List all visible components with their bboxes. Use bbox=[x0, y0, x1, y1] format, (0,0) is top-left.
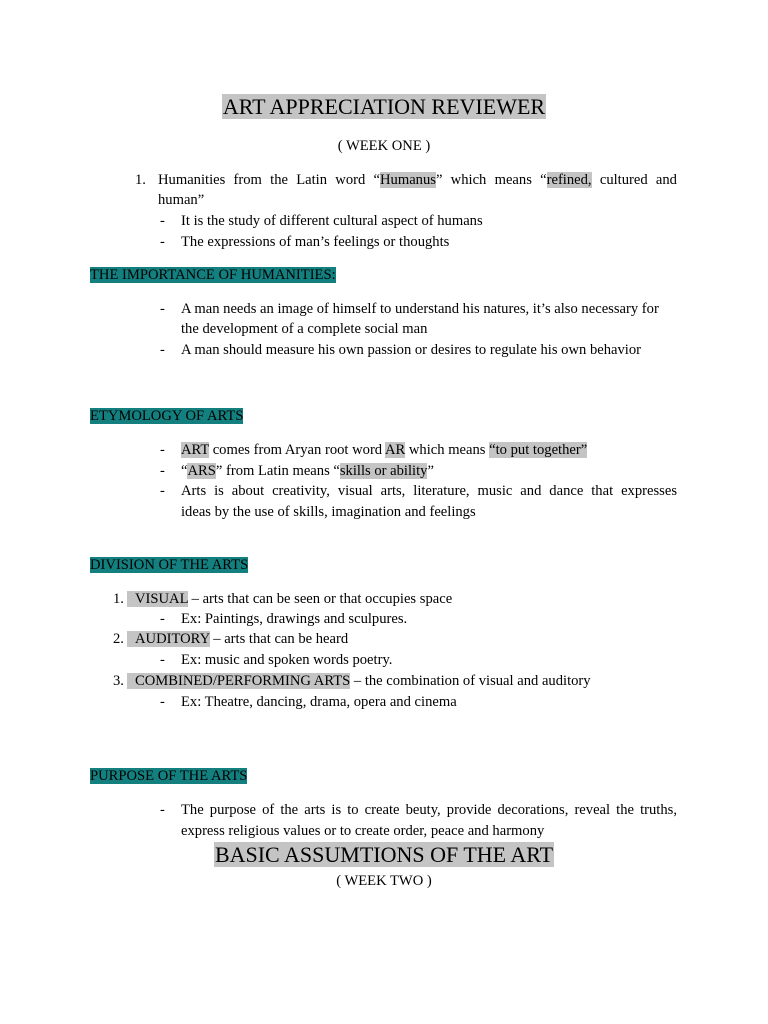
text-span: comes from Aryan root word bbox=[209, 442, 385, 458]
humanities-definition-line1 bbox=[158, 170, 677, 190]
heading-text: ETYMOLOGY OF ARTS bbox=[90, 408, 244, 424]
list-item: Ex: music and spoken words poetry. bbox=[181, 652, 393, 668]
list-item-continuation: ideas by the use of skills, imagination and feelings bbox=[181, 504, 476, 520]
text-span: cultured and bbox=[591, 172, 677, 188]
combined-highlight: COMBINED/PERFORMING ARTS bbox=[127, 673, 350, 689]
list-item: It is the study of different cultural aspect of humans bbox=[181, 213, 483, 229]
section-heading-division bbox=[90, 555, 248, 575]
week-one-label: ( WEEK ONE ) bbox=[337, 138, 431, 154]
bullet-dash: - bbox=[160, 342, 165, 358]
bullet-dash: - bbox=[160, 694, 165, 710]
document-title-text: ART APPRECIATION REVIEWER bbox=[222, 94, 546, 119]
text-span: Humanities from the Latin word “ bbox=[158, 172, 380, 188]
visual-highlight: VISUAL bbox=[127, 591, 188, 607]
art-highlight: ART bbox=[181, 442, 210, 458]
to-put-together-highlight: “to put together” bbox=[489, 442, 588, 458]
week-two-title-text: BASIC ASSUMTIONS OF THE ART bbox=[214, 842, 554, 867]
ar-highlight: AR bbox=[384, 442, 406, 458]
bullet-dash: - bbox=[160, 442, 165, 458]
bullet-dash: - bbox=[160, 483, 165, 499]
bullet-dash: - bbox=[160, 463, 165, 479]
list-item: A man needs an image of himself to understand his natures, it’s also necessary for bbox=[181, 301, 659, 317]
section-heading-purpose bbox=[90, 766, 247, 786]
list-item: Ex: Theatre, dancing, drama, opera and cinema bbox=[181, 694, 457, 710]
text-span: ” from Latin means “ bbox=[215, 463, 340, 479]
auditory-highlight: AUDITORY bbox=[127, 631, 210, 647]
list-marker: 2. bbox=[113, 631, 124, 647]
text-span: – the combination of visual and auditory bbox=[350, 673, 591, 689]
list-marker: 1. bbox=[135, 172, 146, 188]
bullet-dash: - bbox=[160, 213, 165, 229]
heading-text: DIVISION OF THE ARTS bbox=[90, 557, 249, 573]
humanities-definition-line2: human” bbox=[158, 192, 205, 208]
week-two-title bbox=[0, 841, 768, 869]
list-item: A man should measure his own passion or desires to regulate his own behavior bbox=[181, 342, 642, 358]
division-item-visual bbox=[127, 589, 452, 609]
text-span: “ bbox=[181, 463, 188, 479]
list-item bbox=[181, 461, 434, 481]
ars-highlight: ARS bbox=[187, 463, 216, 479]
heading-text: THE IMPORTANCE OF HUMANITIES: bbox=[90, 267, 336, 283]
text-span: which means bbox=[405, 442, 490, 458]
heading-text: PURPOSE OF THE ARTS bbox=[90, 768, 248, 784]
division-item-combined bbox=[127, 671, 591, 691]
humanus-highlight: Humanus bbox=[380, 172, 436, 188]
document-title bbox=[0, 93, 768, 121]
bullet-dash: - bbox=[160, 652, 165, 668]
skills-highlight: skills or ability bbox=[339, 463, 428, 479]
list-item bbox=[181, 440, 587, 460]
week-two-label: ( WEEK TWO ) bbox=[336, 873, 432, 889]
list-item: Ex: Paintings, drawings and sculpures. bbox=[181, 611, 408, 627]
list-item: The expressions of man’s feelings or thoughts bbox=[181, 234, 450, 250]
bullet-dash: - bbox=[160, 301, 165, 317]
bullet-dash: - bbox=[160, 802, 165, 818]
division-item-auditory bbox=[127, 629, 348, 649]
text-span: – arts that can be heard bbox=[209, 631, 349, 647]
text-span: ” bbox=[427, 463, 434, 479]
bullet-dash: - bbox=[160, 234, 165, 250]
list-item: Arts is about creativity, visual arts, literature, music and dance that expresses bbox=[181, 483, 677, 499]
list-item-continuation: express religious values or to create order, peace and harmony bbox=[181, 823, 545, 839]
list-marker: 3. bbox=[113, 673, 124, 689]
bullet-dash: - bbox=[160, 611, 165, 627]
text-span: – arts that can be seen or that occupies space bbox=[187, 591, 453, 607]
list-item-continuation: the development of a complete social man bbox=[181, 321, 428, 337]
section-heading-etymology bbox=[90, 406, 243, 426]
section-heading-importance bbox=[90, 265, 336, 285]
list-marker: 1. bbox=[113, 591, 124, 607]
text-span: ” which means “ bbox=[435, 172, 547, 188]
list-item: The purpose of the arts is to create beuty, provide decorations, reveal the truths, bbox=[181, 802, 677, 818]
refined-highlight: refined, bbox=[546, 172, 592, 188]
